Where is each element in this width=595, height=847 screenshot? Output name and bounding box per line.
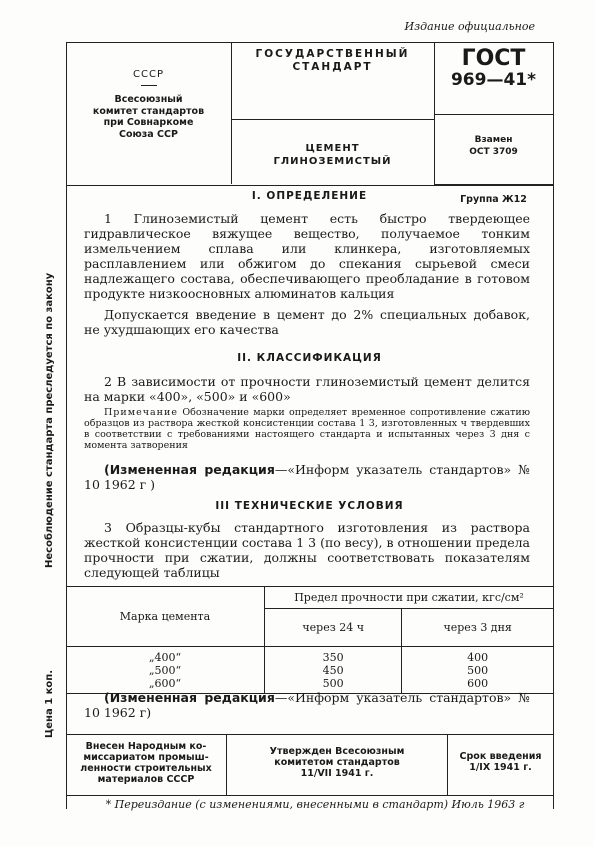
official-edition-note: Издание официальное [404,20,535,33]
section-heading-3: III ТЕХНИЧЕСКИЕ УСЛОВИЯ [215,500,404,512]
section-heading-1: I. ОПРЕДЕЛЕНИЕ [251,190,368,202]
ussr-label: СССР [133,69,164,80]
committee-name: Всесоюзный комитет стандартов при Совнаркоме Союза ССР [92,94,205,140]
header-code [434,42,553,205]
gost-number: 969—41* [450,70,537,90]
divider [434,184,553,185]
table-header-3d: через 3 дня [402,609,553,647]
footer-block [66,734,553,796]
gost-label: ГОСТ [461,46,526,71]
group-code: Группа Ж12 [460,194,527,205]
table-row: „500“ 450 500 [66,664,553,677]
standard-title: ГОСУДАРСТВЕННЫЙ СТАНДАРТ [255,48,410,73]
table-row: „400“ 350 400 [66,647,553,665]
section-heading-2: II. КЛАССИФИКАЦИЯ [237,352,382,364]
note: Примечание Обозначение марки определяет временное сопротивление сжатию образцов из раствора жесткой консистенции состава 1 3, изготовленных ч твердевших в соответствии с требованиями настоящего стандарта и испытанных через 3 дня с момента затворения [84,407,530,451]
paragraph-2: Допускается введение в цемент до 2% специальных добавок, не ухудшающих его качества [84,307,530,337]
divider [141,85,157,86]
paragraph-3: 2 В зависимости от прочности глиноземистый цемент делится на марки «400», «500» и «600» [84,374,530,404]
price-note: Цена 1 коп. [44,669,55,738]
introduced-by: Внесен Народным ко- миссариатом промыш- ленности строительных материалов СССР [66,735,227,795]
divider [231,119,434,120]
header-title [231,42,435,184]
table-header-strength: Предел прочности при сжатии, кгс/см² [265,587,554,609]
edition-note-1: (Измененная редакция—«Информ указатель стандартов» № 10 1962 г ) [84,462,530,492]
frame-right [553,42,554,809]
divider [434,114,553,115]
header-issuer [66,42,232,184]
reissue-note: * Переиздание (с изменениями, внесенными в стандарт) Июль 1963 г [105,798,525,811]
edition-note-2: (Измененная редакция—«Информ указатель стандартов» № 10 1962 г) [84,690,530,720]
table-header-24h: через 24 ч [265,609,402,647]
table-row: „600“ 500 600 [66,677,553,694]
table-header-mark: Марка цемента [66,587,265,647]
effective-date: Срок введения 1/IX 1941 г. [459,751,542,773]
law-note: Несоблюдение стандарта преследуется по закону [44,272,55,568]
paragraph-4: 3 Образцы-кубы стандартного изготовления из раствора жесткой консистенции состава 1 3 (по весу), в отношении предела прочности при сжатии, должны соответствовать показателям следующей таблицы [84,520,530,580]
replaces-note: Взамен ОСТ 3709 [469,135,518,157]
approved-by: Утвержден Всесоюзным комитетом стандартов 11/VII 1941 г. [227,735,448,795]
cement-title: ЦЕМЕНТ ГЛИНОЗЕМИСТЫЙ [273,143,392,167]
strength-table [66,586,553,694]
paragraph-1: 1 Глиноземистый цемент есть быстро твердеющее гидравлическое вяжущее вещество, получаемое тонким измельчением сплава или клинкера, изготовляемых расплавлением или обжигом до спекания сырьевой смеси надлежащего состава, обеспечивающего преобладание в готовом продукте низкоосновных алюминатов кальция [84,211,530,301]
